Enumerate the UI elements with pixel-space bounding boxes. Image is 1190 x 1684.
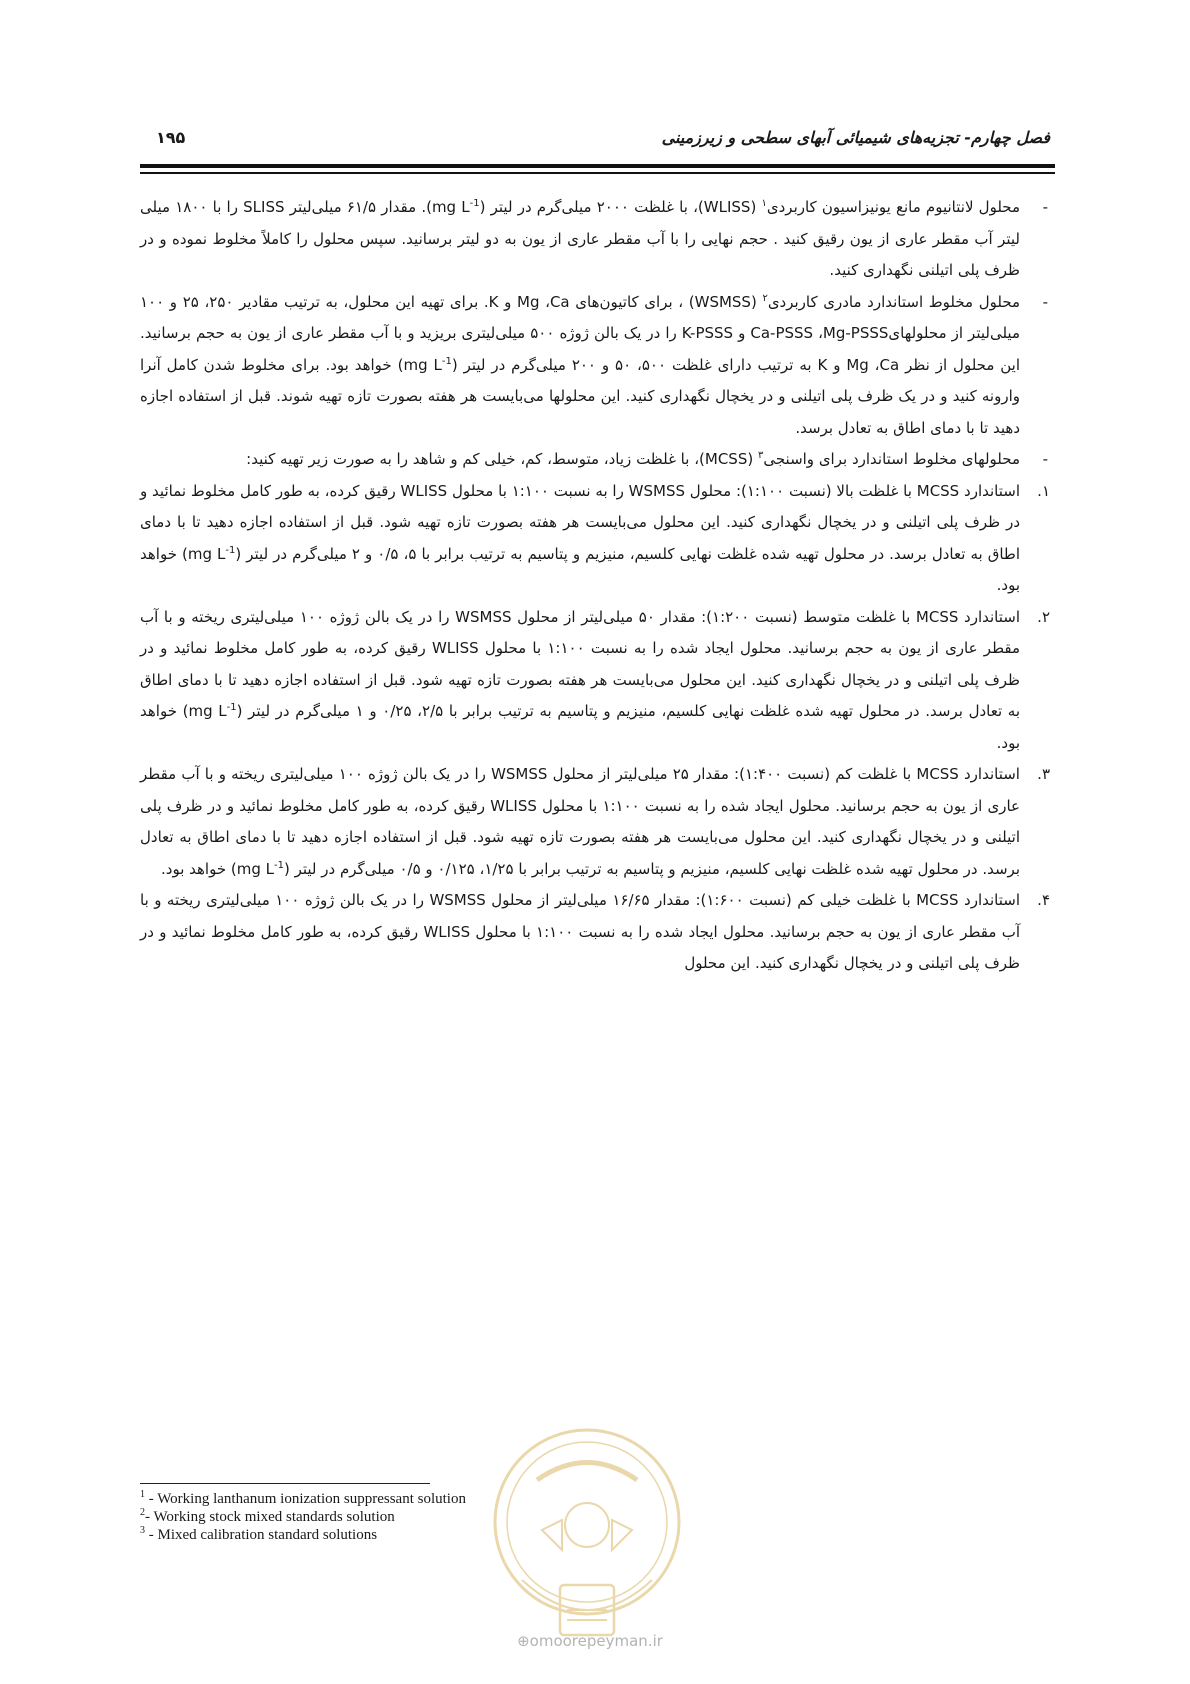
page-number: ۱۹۵ <box>156 128 186 147</box>
footnote-ref-1[interactable]: ۱ <box>761 198 767 209</box>
list-number: ۳. <box>1037 765 1050 783</box>
watermark-url: ⊕omoorepeyman.ir <box>517 1632 663 1650</box>
chapter-title: فصل چهارم- تجزیه‌های شیمیائی آبهای سطحی و زیرزمینی <box>661 128 1050 147</box>
footnotes <box>140 1490 466 1544</box>
running-header <box>150 128 1050 158</box>
footnote-separator <box>140 1483 430 1484</box>
bullet-marker: - <box>1042 292 1048 311</box>
unit: mg $L^{-1}$ <box>187 544 236 563</box>
footnote-ref-3[interactable]: ۳ <box>757 450 764 461</box>
unit: mg $L^{-1}$ <box>236 859 284 878</box>
bullet-marker: - <box>1042 198 1048 216</box>
list-number: ۲. <box>1037 607 1050 626</box>
list-item-low: ۳. استاندارد MCSS با غلظت کم (نسبت ۱:۴۰۰): مقدار ۲۵ میلی‌لیتر از محلول WSMSS را در یک بالن ژوژه ۱۰۰ میلی‌لیتری ریخته و با آب مقطر عاری از یون به حجم برسانید. محلول ایجاد شده را به نسبت ۱:۱۰۰ با محلول WLISS رقیق کرده، به طور کامل مخلوط نمائید و در ظرف پلی اتیلنی و در یخچال نگهداری کنید. این محلول می‌بایست هر هفته بصورت تازه تهیه شود. قبل از استفاده اجازه دهید تا با دمای اطاق به تعادل برسد. در محلول تهیه شده غلظت نهایی کلسیم، منیزیم و پتاسیم به ترتیب برابر با ۱/۲۵، ۰/۱۲۵ و ۰/۵ میلی‌گرم در لیتر (mg $L^{-1}$) خواهد بود. <box>140 759 1050 885</box>
footnote-ref-2[interactable]: ۲ <box>762 292 768 304</box>
footnote-2: $^2$- Working stock mixed standards solution <box>140 1507 395 1525</box>
page-body <box>140 192 1050 980</box>
list-item-high: ۱. استاندارد MCSS با غلظت بالا (نسبت ۱:۱۰۰): محلول WSMSS را به نسبت ۱:۱۰۰ با محلول WLISS رقیق کرده، به طور کامل مخلوط نمائید و در ظرف پلی اتیلنی و در یخچال نگهداری کنید. این محلول می‌بایست هر هفته بصورت تازه تهیه شود. قبل از استفاده اجازه دهید تا با دمای اطاق به تعادل برسد. در محلول تهیه شده غلظت نهایی کلسیم، منیزیم و پتاسیم به ترتیب برابر با ۵، ۰/۵ و ۲ میلی‌گرم در لیتر (mg $L^{-1}$) خواهد بود. <box>140 476 1050 602</box>
header-rule-thick <box>140 164 1055 168</box>
list-item-very-low: ۴. استاندارد MCSS با غلظت خیلی کم (نسبت ۱:۶۰۰): مقدار ۱۶/۶۵ میلی‌لیتر از محلول WSMSS را در یک بالن ژوژه ۱۰۰ میلی‌لیتری ریخته و با آب مقطر عاری از یون به حجم برسانید. محلول ایجاد شده را به نسبت ۱:۱۰۰ با محلول WLISS رقیق کرده، به طور کامل مخلوط نمائید و در ظرف پلی اتیلنی و در یخچال نگهداری کنید. این محلول <box>140 885 1050 980</box>
bullet-mcss: - محلولهای مخلوط استاندارد برای واسنجی$^۳$ (MCSS)، با غلظت زیاد، متوسط، کم، خیلی کم و شاهد را به صورت زیر تهیه کنید: <box>140 444 1050 476</box>
footnote-3: $^3$ - Mixed calibration standard solutions <box>140 1525 378 1543</box>
header-rule-thin <box>140 172 1055 174</box>
footnote-1: $^1$ - Working lanthanum ionization suppressant solution <box>140 1489 466 1507</box>
watermark-seal-icon <box>482 1410 692 1665</box>
globe-icon: ⊕ <box>517 1632 530 1650</box>
list-number: ۱. <box>1037 481 1050 500</box>
bullet-marker: - <box>1042 450 1048 468</box>
list-item-medium: ۲. استاندارد MCSS با غلظت متوسط (نسبت ۱:۲۰۰): مقدار ۵۰ میلی‌لیتر از محلول WSMSS را در یک بالن ژوژه ۱۰۰ میلی‌لیتری ریخته و با آب مقطر عاری از یون به حجم برسانید. محلول ایجاد شده را به نسبت ۱:۱۰۰ با محلول WLISS رقیق کرده، به طور کامل مخلوط نمائید و در ظرف پلی اتیلنی و در یخچال نگهداری کنید. این محلول می‌بایست هر هفته بصورت تازه تهیه شود. قبل از استفاده اجازه دهید تا با دمای اطاق به تعادل برسد. در محلول تهیه شده غلظت نهایی کلسیم، منیزیم و پتاسیم به ترتیب برابر با ۲/۵، ۰/۲۵ و ۱ میلی‌گرم در لیتر (mg $L^{-1}$) خواهد بود. <box>140 602 1050 760</box>
bullet-wsmss: - محلول مخلوط استاندارد مادری کاربردی$^۲$ (WSMSS) ، برای کاتیون‌های Mg ،Ca و K. برای تهیه این محلول، به ترتیب مقادیر ۲۵۰، ۲۵ و ۱۰۰ میلی‌لیتر از محلولهایCa-PSSS ،Mg-PSSS و K-PSSS را در یک بالن ژوژه ۵۰۰ میلی‌لیتری بریزید و با آب مقطر عاری از یون به حجم برسانید. این محلول از نظر Mg ،Ca و K به ترتیب دارای غلظت ۵۰۰، ۵۰ و ۲۰۰ میلی‌گرم در لیتر (mg $L^{-1}$) خواهد بود. برای مخلوط شدن کامل آنرا وارونه کنید و در یک ظرف پلی اتیلنی و در یخچال نگهداری کنید. این محلولها می‌بایست هر هفته بصورت تازه تهیه شوند. قبل از استفاده اجازه دهید تا با دمای اطاق به تعادل برسد. <box>140 287 1050 445</box>
bullet-wliss: - محلول لانتانیوم مانع یونیزاسیون کاربردی$^۱$ (WLISS)، با غلظت ۲۰۰۰ میلی‌گرم در لیتر (mg $L^{-1}$). مقدار ۶۱/۵ میلی‌لیتر SLISS را با ۱۸۰۰ میلی لیتر آب مقطر عاری از یون رقیق کنید . حجم نهایی را با آب مقطر عاری از یون به دو لیتر برسانید. سپس محلول را کاملاً مخلوط نموده و در ظرف پلی اتیلنی نگهداری کنید. <box>140 192 1050 287</box>
unit: mg $L^{-1}$ <box>431 198 480 216</box>
list-number: ۴. <box>1037 891 1050 909</box>
unit: mg $L^{-1}$ <box>188 702 237 720</box>
unit: mg $L^{-1}$ <box>403 355 452 374</box>
